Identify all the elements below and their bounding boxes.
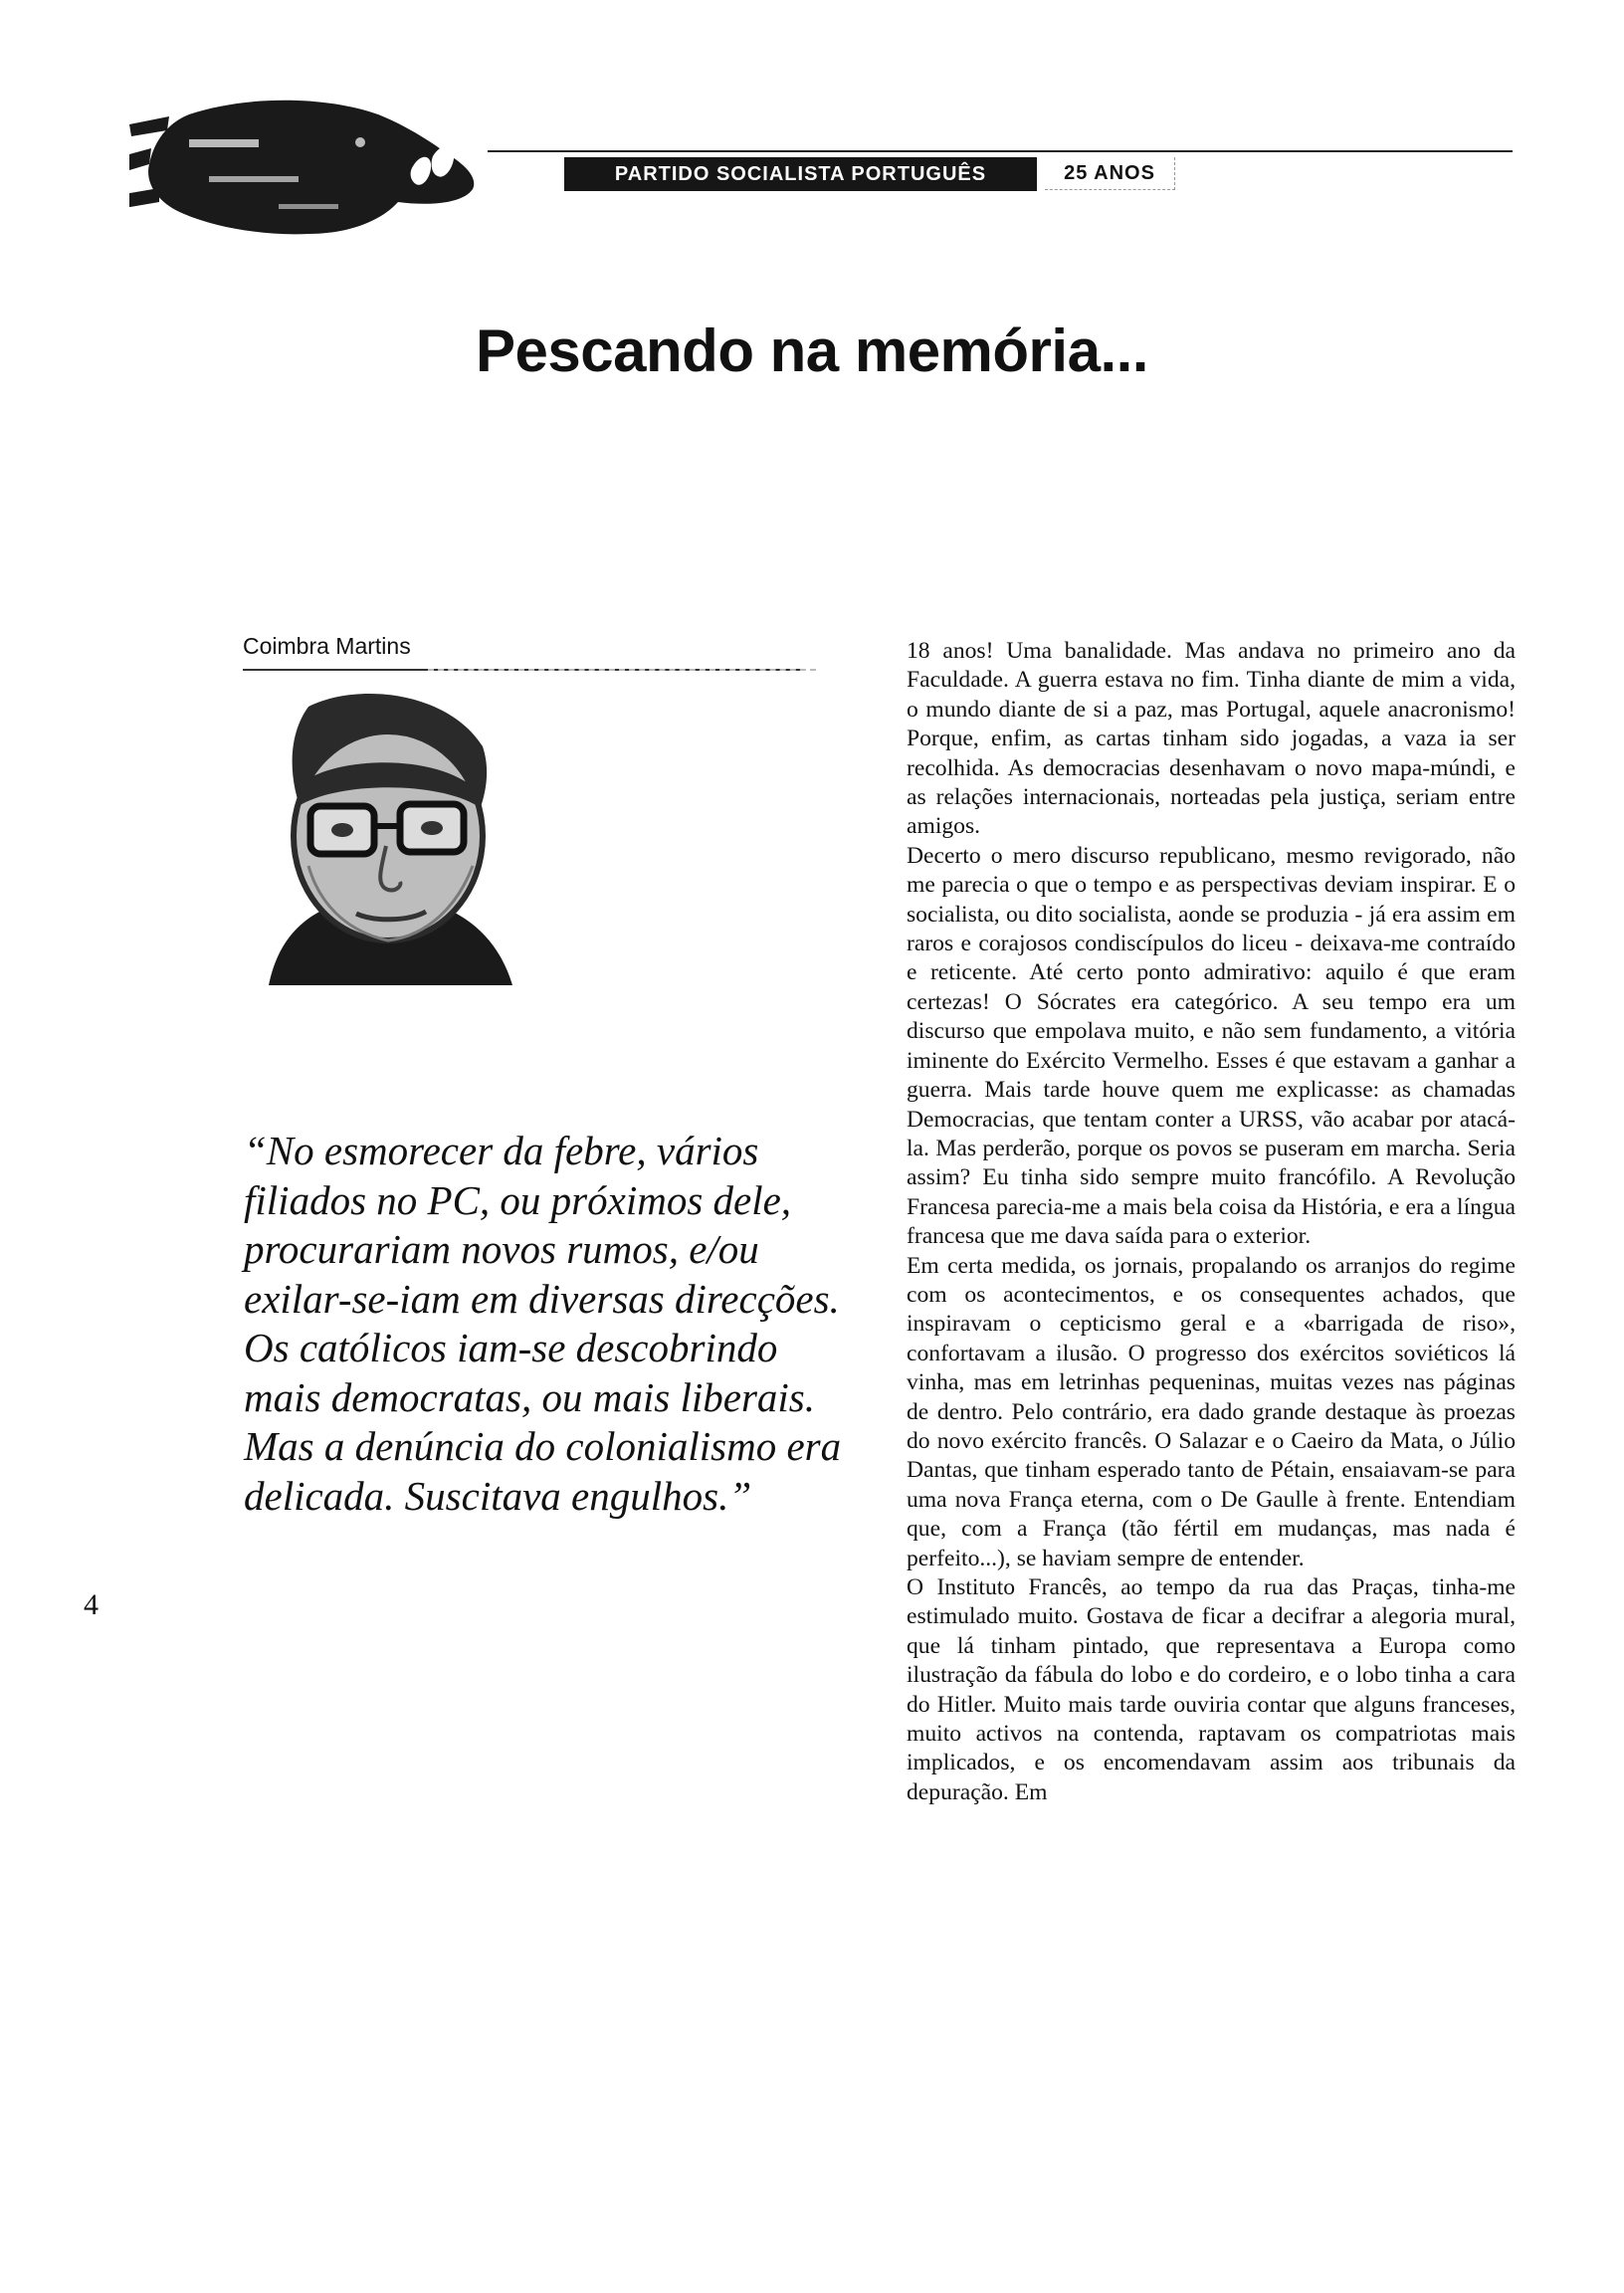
body-paragraph: Em certa medida, os jornais, propalando os arranjos do regime com os acontecimentos, e os consequentes achados, que inspiravam o cepticismo geral e a «barrigada de riso», confortavam a ilusão. O progresso dos exércitos soviéticos lá vinha, mas em letrinhas pequeninas, muitas vezes nas páginas de dentro. Pelo contrário, era dado grande destaque às proezas do novo exército francês. O Salazar e o Caeiro da Mata, o Júlio Dantas, que tinham esperado tanto de Pétain, ensaiavam-se para uma nova França eterna, com o De Gaulle à frente. Entendiam que, com a França (tão fértil em mudanças, mas nada é perfeito...), se haviam sempre de entender. [907,1252,1516,1571]
header-rule [488,150,1513,152]
author-rule-dashed [428,669,816,671]
body-paragraph: O Instituto Francês, ao tempo da rua das Praças, tinha-me estimulado muito. Gostava de ficar a decifrar a alegoria mural, que lá tinham pintado, que representava a Europa como ilustração da fábula do lobo e do cordeiro, e o lobo tinha a cara do Hitler. Muito mais tarde ouviria contar que alguns franceses, muito activos na contenda, raptavam os compatriotas mais implicados, e os encomendavam assim aos tribunais da depuração. Em [907,1574,1516,1805]
author-portrait [249,687,517,985]
author-name: Coimbra Martins [243,633,411,659]
body-paragraph: Decerto o mero discurso republicano, mesmo revigorado, não me parecia o que o tempo e as perspectivas deviam inspirar. E o socialista, ou dito socialista, aonde se produzia - já era assim em raros e corajosos condiscípulos do liceu - deixava-me contraído e reticente. Até certo ponto admirativo: aquilo é que eram certezas! O Sócrates era categórico. A seu tempo era um discurso que empolava muito, e não sem fundamento, a vitória iminente do Exército Vermelho. Esses é que estavam a ganhar a guerra. Mais tarde houve quem me explicasse: as chamadas Democracias, que tentam conter a URSS, vão acabar por atacá-la. Mas perderão, porque os povos se puseram em marcha. Seria assim? Eu tinha sido sempre muito francófilo. A Revolução Francesa parecia-me a mais bela coisa da História, e era a língua francesa que me dava saída para o exterior. [907,842,1516,1250]
anniversary-badge: 25 ANOS [1045,157,1175,190]
body-paragraph: 18 anos! Uma banalidade. Mas andava no primeiro ano da Faculdade. A guerra estava no fim. Tinha diante de mim a vida, o mundo diante de si a paz, mas Portugal, aquele anacronismo! Porque, enfim, as cartas tinham sido jogadas, a vaza ia ser recolhida. As democracias desenhavam o novo mapa-múndi, e as relações internacionais, norteadas pela justiça, seriam entre amigos. [907,638,1516,840]
party-logo [129,85,483,244]
article-title: Pescando na memória... [476,317,1148,384]
page-number: 4 [84,1588,99,1621]
pull-quote: “No esmorecer da febre, vários filiados no PC, ou próximos dele, procurariam novos rumos, e/ou exilar-se-iam em diversas direcções. Os católicos iam-se descobrindo mais democratas, ou mais liberais. Mas a denúncia do colonialismo era delicada. Suscitava engulhos.” [244,1128,842,1519]
section-banner: PARTIDO SOCIALISTA PORTUGUÊS [564,157,1037,191]
article-body [907,637,1516,1807]
